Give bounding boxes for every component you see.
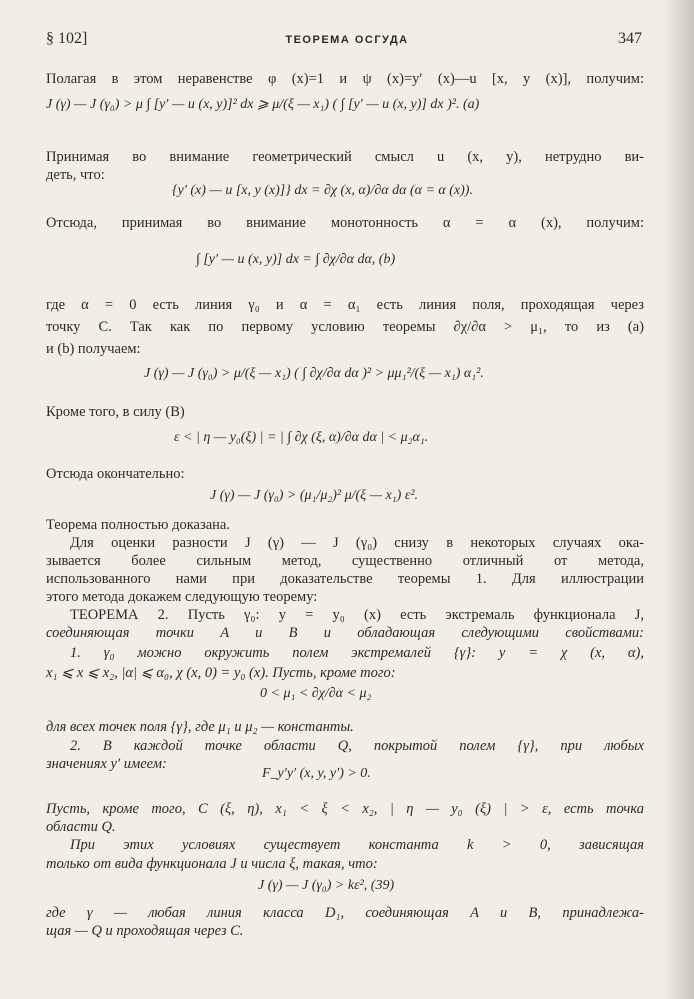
text-line: 1. γ₀ можно окружить полем экстремалей {γ}: y = χ (x, α), <box>70 645 644 661</box>
text-line: этого метода докажем следующую теорему: <box>46 589 318 605</box>
formula-b: ∫ [y′ — u (x, y)] dx = ∫ ∂χ/∂α dα, (b) <box>196 252 396 267</box>
text-line: области Q. <box>46 819 116 835</box>
text-line: зывается более сильным метод, существенно отличный от метода, <box>46 553 644 569</box>
text-line: Принимая во внимание геометрический смысл u (x, y), нетрудно ви- <box>46 149 644 165</box>
text-line: для всех точек поля {γ}, где μ₁ и μ₂ — константы. <box>46 719 354 735</box>
text-line: Полагая в этом неравенстве φ (x)=1 и ψ (x)=y′ (x)—u [x, y (x)], получим: <box>46 71 644 87</box>
text-line: 2. В каждой точке области Q, покрытой полем {γ}, при любых <box>70 738 644 754</box>
text-line: и (b) получаем: <box>46 341 141 357</box>
text-line: только от вида функционала J и числа ξ, такая, что: <box>46 856 378 872</box>
formula-final: J (γ) — J (γ₀) > (μ₁/μ₂)² μ/(ξ — x₁) ε². <box>210 488 419 503</box>
text-line: значениях y′ имеем: <box>46 756 167 772</box>
section-number: § 102] <box>46 30 88 47</box>
text-line: деть, что: <box>46 167 105 183</box>
text-line: x₁ ⩽ x ⩽ x₂, |α| ⩽ α₀, χ (x, 0) = y₀ (x). Пусть, кроме того: <box>46 665 396 681</box>
text-line: Отсюда окончательно: <box>46 466 185 482</box>
text-line: Кроме того, в силу (B) <box>46 404 185 420</box>
formula-39: J (γ) — J (γ₀) > kε², (39) <box>258 878 395 893</box>
text-line: соединяющая точки A и B и обладающая следующими свойствами: <box>46 625 644 641</box>
running-title: ТЕОРЕМА ОСГУДА <box>285 34 409 46</box>
text-line: Для оценки разности J (γ) — J (γ₀) снизу в некоторых случаях ока- <box>70 535 644 551</box>
formula-legendre: F_y′y′ (x, y, y′) > 0. <box>262 766 371 781</box>
formula-bounds: 0 < μ₁ < ∂χ/∂α < μ₂ <box>260 686 372 701</box>
text-line: Отсюда, принимая во внимание монотонность α = α (x), получим: <box>46 215 644 231</box>
text-line: Теорема полностью доказана. <box>46 517 230 533</box>
formula-estimate: J (γ) — J (γ₀) > μ/(ξ — x₁) ( ∫ ∂χ/∂α dα )² > μμ₁²/(ξ — x₁) α₁². <box>144 366 484 381</box>
text-line: Пусть, кроме того, C (ξ, η), x₁ < ξ < x₂, | η — y₀ (ξ) | > ε, есть точка <box>46 801 644 817</box>
page-number: 347 <box>618 30 642 47</box>
theorem-heading: ТЕОРЕМА 2. Пусть γ₀: y = y₀ (x) есть экстремаль функционала J, <box>70 607 644 623</box>
formula-epsilon: ε < | η — y₀(ξ) | = | ∫ ∂χ (ξ, α)/∂α dα | < μ₂α₁. <box>174 430 429 445</box>
text-line: При этих условиях существует константа k > 0, зависящая <box>70 837 644 853</box>
formula-text: J (γ) — J (γ₀) > μ ∫ [y′ — u (x, y)]² dx ⩾ μ/(ξ — x₁) ( ∫ [y′ — u (x, y)] dx )². (a) <box>46 97 480 112</box>
text-line: использованного нами при доказательстве теоремы 1. Для иллюстрации <box>46 571 644 587</box>
page-edge-shadow <box>664 0 694 999</box>
text-line: щая — Q и проходящая через C. <box>46 923 244 939</box>
text-line: точку C. Так как по первому условию теоремы ∂χ/∂α > μ₁, то из (a) <box>46 319 644 335</box>
text-line: где α = 0 есть линия γ₀ и α = α₁ есть линия поля, проходящая через <box>46 297 644 313</box>
text-line: где γ — любая линия класса D₁, соединяющая A и B, принадлежа- <box>46 905 644 921</box>
formula-dx: {y′ (x) — u [x, y (x)]} dx = ∂χ (x, α)/∂α dα (α = α (x)). <box>172 183 473 198</box>
